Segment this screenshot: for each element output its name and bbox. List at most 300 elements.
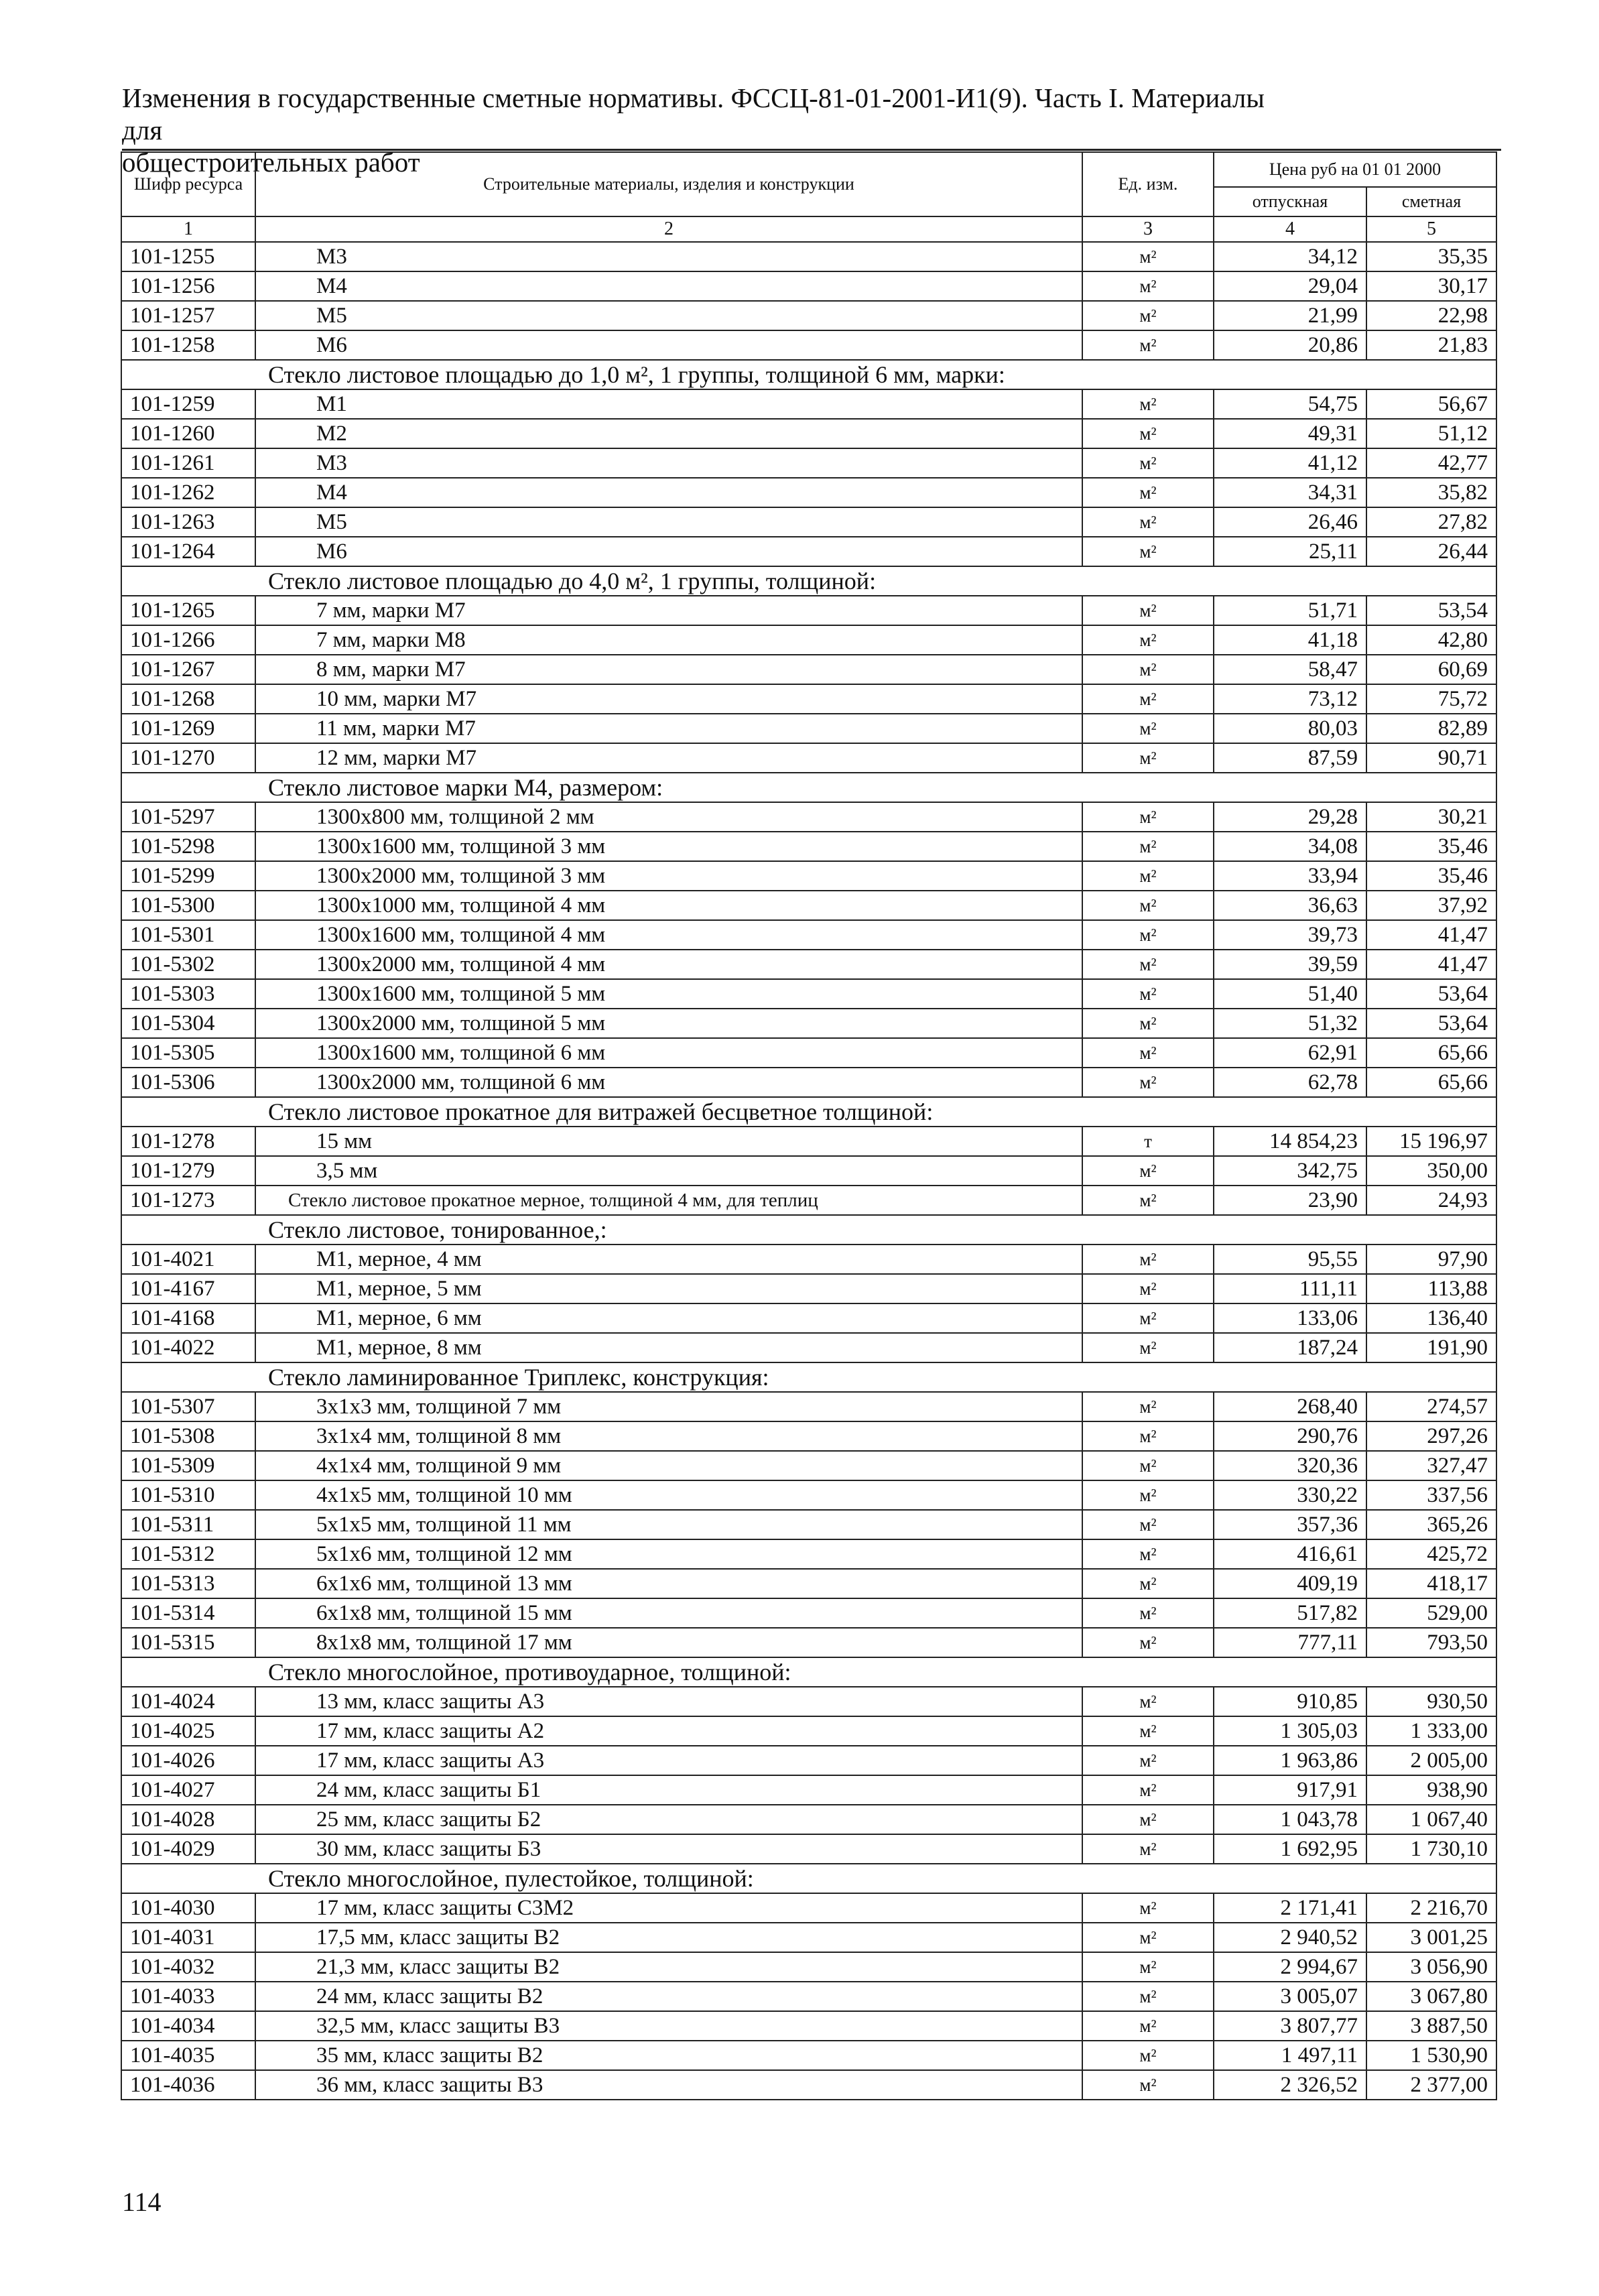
estimate-price: 113,88 [1366,1274,1496,1303]
material-name: 35 мм, класс защиты В2 [255,2041,1082,2070]
estimate-price: 21,83 [1366,330,1496,360]
resource-code: 101-5297 [121,802,255,832]
release-price: 21,99 [1214,301,1366,330]
resource-code: 101-1266 [121,625,255,655]
material-name: М1 [255,389,1082,419]
material-name: 8x1x8 мм, толщиной 17 мм [255,1628,1082,1657]
material-name: 1300x2000 мм, толщиной 6 мм [255,1068,1082,1097]
unit-cell: м² [1082,1539,1214,1569]
release-price: 342,75 [1214,1156,1366,1186]
unit-cell: м² [1082,743,1214,773]
estimate-price: 2 377,00 [1366,2070,1496,2100]
estimate-price: 53,64 [1366,1009,1496,1038]
estimate-price: 191,90 [1366,1333,1496,1362]
estimate-price: 2 005,00 [1366,1746,1496,1775]
unit-cell: м² [1082,242,1214,271]
release-price: 1 692,95 [1214,1834,1366,1864]
estimate-price: 24,93 [1366,1186,1496,1215]
estimate-price: 35,35 [1366,242,1496,271]
resource-code: 101-5305 [121,1038,255,1068]
table-row [121,2070,1496,2100]
release-price: 87,59 [1214,743,1366,773]
release-price: 14 854,23 [1214,1127,1366,1156]
unit-cell: м² [1082,301,1214,330]
resource-code: 101-1262 [121,478,255,507]
material-name: 25 мм, класс защиты Б2 [255,1805,1082,1834]
unit-cell: м² [1082,389,1214,419]
resource-code: 101-5310 [121,1480,255,1510]
release-price: 62,91 [1214,1038,1366,1068]
unit-cell: м² [1082,1186,1214,1215]
release-price: 29,28 [1214,802,1366,832]
table-row [121,714,1496,743]
table-row [121,1687,1496,1716]
unit-cell: т [1082,1127,1214,1156]
resource-code: 101-5299 [121,861,255,891]
group-heading-row [121,1657,1496,1687]
estimate-price: 418,17 [1366,1569,1496,1598]
release-price: 1 043,78 [1214,1805,1366,1834]
material-name: 1300x1600 мм, толщиной 5 мм [255,979,1082,1009]
table-row [121,478,1496,507]
estimate-price: 793,50 [1366,1628,1496,1657]
estimate-price: 3 001,25 [1366,1923,1496,1952]
unit-cell: м² [1082,1716,1214,1746]
material-name: М5 [255,507,1082,537]
estimate-price: 1 530,90 [1366,2041,1496,2070]
resource-code: 101-1273 [121,1186,255,1215]
release-price: 25,11 [1214,537,1366,566]
table-row [121,1392,1496,1421]
estimate-price: 350,00 [1366,1156,1496,1186]
estimate-price: 51,12 [1366,419,1496,448]
material-name: 10 мм, марки М7 [255,684,1082,714]
resource-code: 101-4025 [121,1716,255,1746]
unit-cell: м² [1082,2041,1214,2070]
resource-code: 101-4168 [121,1303,255,1333]
table-row [121,1451,1496,1480]
header-code [121,152,255,216]
header-rule [122,149,1501,151]
table-row [121,861,1496,891]
table-row [121,743,1496,773]
release-price: 2 994,67 [1214,1952,1366,1982]
resource-code: 101-5307 [121,1392,255,1421]
material-name: 4x1x4 мм, толщиной 9 мм [255,1451,1082,1480]
table-row [121,1480,1496,1510]
material-name: 6x1x6 мм, толщиной 13 мм [255,1569,1082,1598]
unit-cell: м² [1082,802,1214,832]
material-name: 1300x1600 мм, толщиной 3 мм [255,832,1082,861]
estimate-price: 56,67 [1366,389,1496,419]
column-number: 1 [121,216,255,242]
resource-code: 101-4031 [121,1923,255,1952]
table-row [121,1186,1496,1215]
resource-code: 101-4030 [121,1893,255,1923]
material-name: 1300x2000 мм, толщиной 5 мм [255,1009,1082,1038]
table-row [121,507,1496,537]
table-row [121,684,1496,714]
resource-code: 101-1269 [121,714,255,743]
release-price: 777,11 [1214,1628,1366,1657]
material-name: М4 [255,271,1082,301]
material-name: М2 [255,419,1082,448]
header-line-1: Изменения в государственные сметные нормативы. ФССЦ-81-01-2001-И1(9). Часть I. Материалы для [122,82,1265,145]
estimate-price: 65,66 [1366,1038,1496,1068]
resource-code: 101-1259 [121,389,255,419]
unit-cell: м² [1082,271,1214,301]
estimate-price: 41,47 [1366,920,1496,950]
resource-code: 101-1279 [121,1156,255,1186]
column-number: 5 [1366,216,1496,242]
resource-code: 101-4026 [121,1746,255,1775]
unit-cell: м² [1082,832,1214,861]
material-name: 6x1x8 мм, толщиной 15 мм [255,1598,1082,1628]
unit-cell: м² [1082,714,1214,743]
release-price: 133,06 [1214,1303,1366,1333]
material-name: 17 мм, класс защиты А3 [255,1746,1082,1775]
release-price: 357,36 [1214,1510,1366,1539]
estimate-price: 274,57 [1366,1392,1496,1421]
table-row [121,1893,1496,1923]
material-name: 21,3 мм, класс защиты В2 [255,1952,1082,1982]
resource-code: 101-1258 [121,330,255,360]
unit-cell: м² [1082,1245,1214,1274]
header-release: отпускная [1214,187,1366,216]
unit-cell: м² [1082,861,1214,891]
material-name: 3,5 мм [255,1156,1082,1186]
material-name: 1300x1000 мм, толщиной 4 мм [255,891,1082,920]
release-price: 2 326,52 [1214,2070,1366,2100]
release-price: 41,12 [1214,448,1366,478]
group-heading-row [121,566,1496,596]
unit-cell: м² [1082,1451,1214,1480]
table-row [121,1805,1496,1834]
release-price: 3 005,07 [1214,1982,1366,2011]
release-price: 2 940,52 [1214,1923,1366,1952]
table-row [121,1274,1496,1303]
resource-code: 101-4033 [121,1982,255,2011]
unit-cell: м² [1082,1510,1214,1539]
material-name: 1300x2000 мм, толщиной 4 мм [255,950,1082,979]
material-name: 3x1x4 мм, толщиной 8 мм [255,1421,1082,1451]
estimate-price: 930,50 [1366,1687,1496,1716]
table-row [121,655,1496,684]
estimate-price: 26,44 [1366,537,1496,566]
unit-cell: м² [1082,1598,1214,1628]
table-row [121,448,1496,478]
column-number: 2 [255,216,1082,242]
resource-code: 101-1267 [121,655,255,684]
unit-cell: м² [1082,979,1214,1009]
resource-code: 101-1264 [121,537,255,566]
material-name: М4 [255,478,1082,507]
resource-code: 101-4024 [121,1687,255,1716]
estimate-price: 53,54 [1366,596,1496,625]
resource-code: 101-5301 [121,920,255,950]
material-name: 3x1x3 мм, толщиной 7 мм [255,1392,1082,1421]
material-name: М3 [255,448,1082,478]
estimate-price: 82,89 [1366,714,1496,743]
resource-code: 101-4032 [121,1952,255,1982]
unit-cell: м² [1082,1156,1214,1186]
release-price: 111,11 [1214,1274,1366,1303]
release-price: 26,46 [1214,507,1366,537]
material-name: М1, мерное, 4 мм [255,1245,1082,1274]
group-heading-row [121,1362,1496,1392]
group-heading-row [121,1864,1496,1893]
release-price: 80,03 [1214,714,1366,743]
table-row [121,1009,1496,1038]
header-estimate: сметная [1366,187,1496,216]
release-price: 51,40 [1214,979,1366,1009]
estimate-price: 365,26 [1366,1510,1496,1539]
release-price: 517,82 [1214,1598,1366,1628]
table-body [121,242,1496,2100]
release-price: 1 963,86 [1214,1746,1366,1775]
release-price: 1 305,03 [1214,1716,1366,1746]
estimate-price: 3 067,80 [1366,1982,1496,2011]
page-number: 114 [122,2187,162,2217]
material-name: 32,5 мм, класс защиты В3 [255,2011,1082,2041]
release-price: 290,76 [1214,1421,1366,1451]
material-name: 4x1x5 мм, толщиной 10 мм [255,1480,1082,1510]
header-line-2: общестроительных работ [122,147,420,178]
table-row [121,920,1496,950]
resource-code: 101-1265 [121,596,255,625]
unit-cell: м² [1082,1303,1214,1333]
table-row [121,1156,1496,1186]
table-row [121,1923,1496,1952]
unit-cell: м² [1082,1923,1214,1952]
table-row [121,1952,1496,1982]
resource-code: 101-5313 [121,1569,255,1598]
release-price: 39,73 [1214,920,1366,950]
estimate-price: 1 333,00 [1366,1716,1496,1746]
material-name: 17,5 мм, класс защиты В2 [255,1923,1082,1952]
group-heading-row [121,1215,1496,1245]
table-row [121,1775,1496,1805]
estimate-price: 97,90 [1366,1245,1496,1274]
unit-cell: м² [1082,1952,1214,1982]
unit-cell: м² [1082,891,1214,920]
unit-cell: м² [1082,330,1214,360]
release-price: 73,12 [1214,684,1366,714]
table-row [121,2011,1496,2041]
resource-code: 101-4028 [121,1805,255,1834]
material-name: 7 мм, марки М7 [255,596,1082,625]
estimate-price: 327,47 [1366,1451,1496,1480]
resource-code: 101-4167 [121,1274,255,1303]
estimate-price: 75,72 [1366,684,1496,714]
release-price: 268,40 [1214,1392,1366,1421]
resource-code: 101-4029 [121,1834,255,1864]
estimate-price: 3 056,90 [1366,1952,1496,1982]
release-price: 29,04 [1214,271,1366,301]
release-price: 409,19 [1214,1569,1366,1598]
table-row [121,1510,1496,1539]
resource-code: 101-5303 [121,979,255,1009]
table-row [121,802,1496,832]
group-heading: Стекло листовое, тонированное,: [121,1215,1496,1245]
resource-code: 101-1263 [121,507,255,537]
release-price: 2 171,41 [1214,1893,1366,1923]
estimate-price: 1 730,10 [1366,1834,1496,1864]
release-price: 330,22 [1214,1480,1366,1510]
group-heading-row [121,773,1496,802]
estimate-price: 136,40 [1366,1303,1496,1333]
resource-code: 101-1278 [121,1127,255,1156]
table-row [121,1598,1496,1628]
estimate-price: 27,82 [1366,507,1496,537]
unit-cell: м² [1082,537,1214,566]
estimate-price: 42,77 [1366,448,1496,478]
header-code-label: Шифр ресурса [133,174,243,194]
table-row [121,301,1496,330]
estimate-price: 337,56 [1366,1480,1496,1510]
material-name: 1300x1600 мм, толщиной 4 мм [255,920,1082,950]
estimate-price: 1 067,40 [1366,1805,1496,1834]
resource-code: 101-5306 [121,1068,255,1097]
header-name: Строительные материалы, изделия и конструкции [255,152,1082,216]
unit-cell: м² [1082,1421,1214,1451]
material-name: М1, мерное, 5 мм [255,1274,1082,1303]
group-heading: Стекло листовое площадью до 1,0 м², 1 группы, толщиной 6 мм, марки: [121,360,1496,389]
material-name: 11 мм, марки М7 [255,714,1082,743]
table-row [121,1569,1496,1598]
table-row [121,2041,1496,2070]
release-price: 320,36 [1214,1451,1366,1480]
unit-cell: м² [1082,625,1214,655]
estimate-price: 41,47 [1366,950,1496,979]
material-name: М6 [255,537,1082,566]
unit-cell: м² [1082,1274,1214,1303]
material-name: 13 мм, класс защиты А3 [255,1687,1082,1716]
resource-code: 101-1256 [121,271,255,301]
material-name: 24 мм, класс защиты В2 [255,1982,1082,2011]
table-row [121,1539,1496,1569]
table-row [121,832,1496,861]
table-row [121,1834,1496,1864]
column-number: 4 [1214,216,1366,242]
release-price: 51,32 [1214,1009,1366,1038]
header-price: Цена руб на 01 01 2000 [1214,152,1496,187]
table-row [121,1982,1496,2011]
estimate-price: 3 887,50 [1366,2011,1496,2041]
material-name: 1300x1600 мм, толщиной 6 мм [255,1038,1082,1068]
estimate-price: 425,72 [1366,1539,1496,1569]
resource-code: 101-5302 [121,950,255,979]
resource-code: 101-1257 [121,301,255,330]
estimate-price: 90,71 [1366,743,1496,773]
release-price: 1 497,11 [1214,2041,1366,2070]
release-price: 54,75 [1214,389,1366,419]
material-name: 12 мм, марки М7 [255,743,1082,773]
unit-cell: м² [1082,1746,1214,1775]
estimate-price: 30,17 [1366,271,1496,301]
resource-code: 101-5308 [121,1421,255,1451]
group-heading: Стекло листовое прокатное для витражей бесцветное толщиной: [121,1097,1496,1127]
table-row [121,1038,1496,1068]
estimate-price: 22,98 [1366,301,1496,330]
release-price: 34,08 [1214,832,1366,861]
unit-cell: м² [1082,2011,1214,2041]
unit-cell: м² [1082,1982,1214,2011]
release-price: 917,91 [1214,1775,1366,1805]
resource-code: 101-5300 [121,891,255,920]
estimate-price: 65,66 [1366,1068,1496,1097]
release-price: 34,31 [1214,478,1366,507]
resource-code: 101-4022 [121,1333,255,1362]
table-row [121,1746,1496,1775]
release-price: 910,85 [1214,1687,1366,1716]
material-name: 5x1x6 мм, толщиной 12 мм [255,1539,1082,1569]
column-number: 3 [1082,216,1214,242]
unit-cell: м² [1082,920,1214,950]
table-row [121,891,1496,920]
unit-cell: м² [1082,1893,1214,1923]
unit-cell: м² [1082,684,1214,714]
material-name: 17 мм, класс защиты С3М2 [255,1893,1082,1923]
estimate-price: 60,69 [1366,655,1496,684]
resource-code: 101-5311 [121,1510,255,1539]
unit-cell: м² [1082,1480,1214,1510]
unit-cell: м² [1082,1569,1214,1598]
release-price: 58,47 [1214,655,1366,684]
materials-table [121,151,1497,2100]
table-row [121,950,1496,979]
table-row [121,1068,1496,1097]
table-row [121,537,1496,566]
group-heading-row [121,360,1496,389]
header-unit [1082,152,1214,216]
release-price: 41,18 [1214,625,1366,655]
unit-cell: м² [1082,419,1214,448]
unit-cell: м² [1082,1333,1214,1362]
resource-code: 101-1260 [121,419,255,448]
estimate-price: 938,90 [1366,1775,1496,1805]
unit-cell: м² [1082,1834,1214,1864]
table-row [121,1628,1496,1657]
table-row [121,389,1496,419]
table-row [121,1245,1496,1274]
estimate-price: 297,26 [1366,1421,1496,1451]
release-price: 49,31 [1214,419,1366,448]
release-price: 95,55 [1214,1245,1366,1274]
material-name: 15 мм [255,1127,1082,1156]
material-name: Стекло листовое прокатное мерное, толщиной 4 мм, для теплиц [255,1186,1082,1215]
material-name: 17 мм, класс защиты А2 [255,1716,1082,1746]
resource-code: 101-5304 [121,1009,255,1038]
estimate-price: 42,80 [1366,625,1496,655]
table-row [121,419,1496,448]
unit-cell: м² [1082,1038,1214,1068]
unit-cell: м² [1082,1687,1214,1716]
material-name: 1300x2000 мм, толщиной 3 мм [255,861,1082,891]
estimate-price: 15 196,97 [1366,1127,1496,1156]
table-row [121,1303,1496,1333]
release-price: 36,63 [1214,891,1366,920]
table-row [121,1421,1496,1451]
unit-cell: м² [1082,448,1214,478]
unit-cell: м² [1082,596,1214,625]
table-row [121,625,1496,655]
release-price: 62,78 [1214,1068,1366,1097]
resource-code: 101-4021 [121,1245,255,1274]
resource-code: 101-4035 [121,2041,255,2070]
material-name: 1300x800 мм, толщиной 2 мм [255,802,1082,832]
resource-code: 101-5298 [121,832,255,861]
